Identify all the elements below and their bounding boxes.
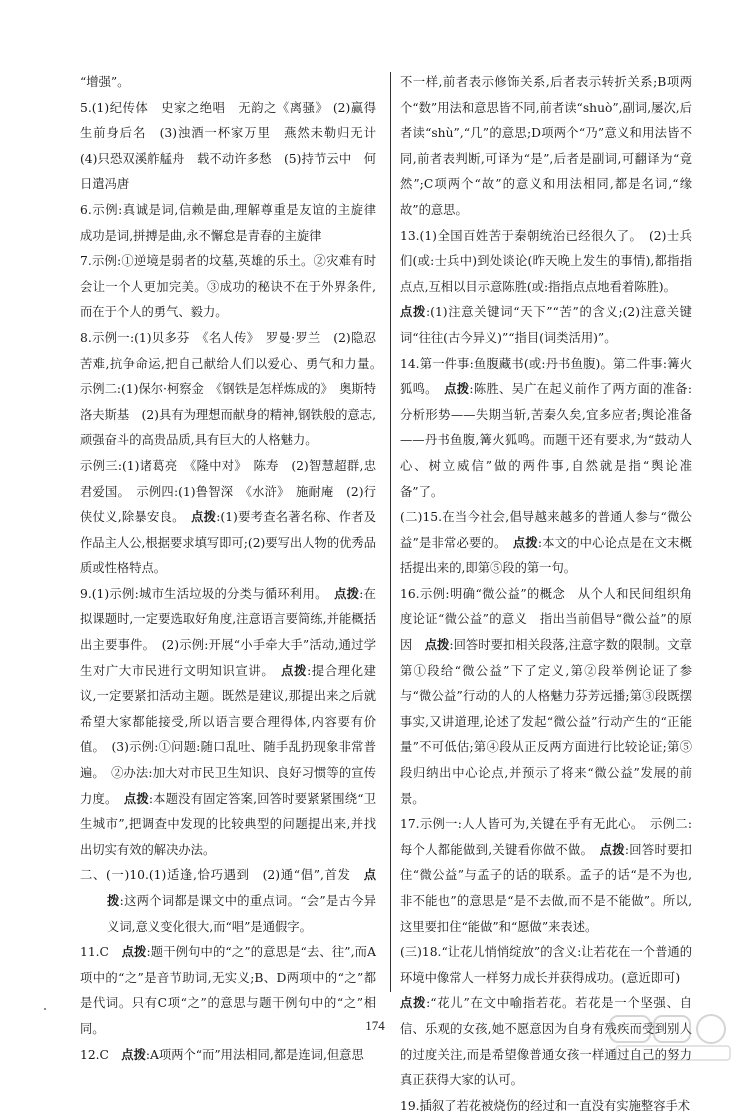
left-paragraph <box>80 863 376 940</box>
keyword-label: 点拨 <box>424 638 450 653</box>
text-run: 示例三:(1)诸葛亮 《隆中对》 陈寿 (2)智慧超群,忠君爱国。 示例四:(1)鲁智深 《水浒》 施耐庵 (2)行侠仗义,除暴安良。 <box>80 458 376 525</box>
keyword-label: 点拨 <box>107 868 376 908</box>
keyword-label: 点拨 <box>121 1047 146 1062</box>
keyword-label: 点拨 <box>281 663 308 678</box>
keyword-label: 点拨 <box>444 382 470 397</box>
left-paragraph <box>80 198 389 249</box>
text-run: :回答时要扣相关段落,注意字数的限制。文章第①段给“微公益”下了定义,第②段举例论证了参与“微公益”行动的人的人格魅力芬芳远播;第③段既摆事实,又讲道理,论述了发起“微公益”行动产生的“正能量”不可低估;第④段从正反两方面进行比较论证;第⑤段归纳出中心论点,并预示了将来“微公益”发展的前景。 <box>400 638 692 806</box>
keyword-label: 点拨 <box>191 510 217 525</box>
right-paragraph <box>400 70 692 224</box>
keyword-label: 点拨 <box>123 791 149 806</box>
text-run: “增强”。 <box>80 75 130 89</box>
keyword-label: 点拨 <box>400 996 427 1011</box>
text-run: 11.C <box>80 945 122 960</box>
text-run: :题干例句中的“之”的意思是“去、往”,而A项中的“之”是音节助词,无实义;B、D两项中的“之”都是代词。只有C项“之”的意思与题干例句中的“之”相同。 <box>80 945 376 1036</box>
text-run: :“花儿”在文中喻指若花。若花是一个坚强、自信、乐观的女孩,她不愿意因为自身有残疾而受到别人的过度关注,而是希望像普通女孩一样通过自己的努力真正获得大家的认可。 <box>400 996 692 1088</box>
text-run: 13.(1)全国百姓苦于秦朝统治已经很久了。 (2)士兵们(或:士兵中)到处谈论(昨天晚上发生的事情),都指指点点,互相以目示意陈胜(或:指指点点地看着陈胜)。 <box>400 228 692 294</box>
text-run: 9.(1)示例:城市生活垃圾的分类与循环利用。 <box>80 586 335 601</box>
text-run: :本文的中心论点是在文末概括提出来的,即第⑤段的第一句。 <box>400 535 692 576</box>
text-run: (三)18.“让花儿悄悄绽放”的含义:让若花在一个普通的环境中像常人一样努力成长并获得成功。(意近即可) <box>400 945 692 985</box>
left-paragraph <box>80 249 376 326</box>
right-paragraph <box>400 505 692 582</box>
right-column <box>400 70 692 1119</box>
right-paragraph <box>400 224 692 301</box>
left-paragraph <box>80 454 376 582</box>
text-run: :(1)注意关键词“天下”“苦”的含义;(2)注意关键词“往往(古今异义)”“指目(词类活用)”。 <box>400 305 692 345</box>
text-run: 16.示例:明确“微公益”的概念 从个人和民间组织角度论证“微公益”的意义 指出当前倡导“微公益”的原因 <box>400 586 692 653</box>
right-paragraph <box>400 812 692 940</box>
right-paragraph <box>400 300 692 351</box>
text-run: :A项两个“而”用法相同,都是连词,但意思 <box>145 1047 364 1062</box>
text-run: 5.(1)纪传体 史家之绝唱 无韵之《离骚》 (2)赢得生前身后名 (3)浊酒一杯家万里 燕然未勒归无计 (4)只恐双溪舴艋舟 载不动许多愁 (5)持节云中 何日遣冯唐 <box>80 100 389 192</box>
text-run: :这两个词都是课文中的重点词。“会”是古今异义词,意义变化很大,而“唱”是通假字。 <box>107 894 376 934</box>
text-run: :回答时要扣住“微公益”与孟子的话的联系。孟子的话“是不为也,非不能也”的意思是“是不去做,而不是不能做”。所以,这里要扣住“能做”和“愿做”来表述。 <box>400 842 692 934</box>
column-divider <box>390 72 391 992</box>
text-run: :(1)要考查名著名称、作者及作品主人公,根据要求填写即可;(2)要写出人物的优秀品质或性格特点。 <box>80 510 377 576</box>
text-run: 8.示例一:(1)贝多芬 《名人传》 罗曼·罗兰 (2)隐忍苦难,抗争命运,把自己献给人们以爱心、勇气和力量。 示例二:(1)保尔·柯察金 《钢铁是怎样炼成的》 奥斯特洛夫斯基 (2)具有为理想而献身的精神,钢铁般的意志,顽强奋斗的高贵品质,具有巨大的人格魅力。 <box>80 330 389 448</box>
text-run: :本题没有固定答案,回答时要紧紧围绕“卫生城市”,把调查中发现的比较典型的问题提出来,并找出切实有效的解决办法。 <box>80 791 376 857</box>
left-paragraph <box>80 1043 376 1069</box>
text-run: 不一样,前者表示修饰关系,后者表示转折关系;B项两个“数”用法和意思皆不同,前者读“shuò”,副词,屡次,后者读“shù”,“几”的意思;D项两个“乃”意义和用法皆不同,前者表判断,可译为“是”,后者是副词,可翻译为“竟然”;C项两个“故”的意义和用法相同,都是名词,“缘故”的意思。 <box>400 75 692 217</box>
text-run: (二)15.在当今社会,倡导越来越多的普通人参与“微公益”是非常必要的。 <box>400 510 692 550</box>
text-run: 17.示例一:人人皆可为,关键在乎有无此心。 示例二:每个人都能做到,关键看你做不做。 <box>400 817 692 857</box>
text-run: 12.C <box>80 1047 122 1062</box>
text-run: :提合理化建议,一定要紧扣活动主题。既然是建议,那提出来之后就希望大家都能接受,所以语言要合理得体,内容要有价值。 (3)示例:①问题:随口乱吐、随手乱扔现象非常普遍。 ②办法:加大对市民卫生知识、良好习惯等的宣传力度。 <box>80 663 376 806</box>
page-number: 174 <box>365 1018 385 1033</box>
text-run: 6.示例:真诚是词,信赖是曲,理解尊重是友谊的主旋律 成功是词,拼搏是曲,永不懈怠是青春的主旋律 <box>80 202 389 243</box>
right-paragraph <box>400 352 692 506</box>
right-paragraph <box>400 582 692 812</box>
right-paragraph <box>400 1094 692 1119</box>
left-paragraph <box>80 70 376 96</box>
keyword-label: 点拨 <box>512 535 538 550</box>
scan-speck <box>44 1008 46 1010</box>
text-run: :陈胜、吴广在起义前作了两方面的准备:分析形势——失期当斩,苦秦久矣,宜多应者;舆论准备——丹书鱼腹,篝火狐鸣。而题干还有要求,为“鼓动人心、树立威信”做的两件事,自然就是指“舆论准备”了。 <box>400 382 692 499</box>
left-paragraph <box>80 96 389 198</box>
text-run: 19.插叙了若花被烧伤的经过和一直没有实施整容手术 <box>400 1098 691 1113</box>
text-run: 二、(一)10.(1)适逢,恰巧遇到 (2)通“倡”,首发 <box>80 868 364 883</box>
text-run: 7.示例:①逆境是弱者的坟墓,英雄的乐土。②灾难有时会让一个人更加完美。③成功的秘诀不在于外界条件,而在于个人的勇气、毅力。 <box>80 254 376 320</box>
left-paragraph <box>80 582 376 864</box>
keyword-label: 点拨 <box>121 945 147 960</box>
text-run: :在拟课题时,一定要选取好角度,注意语言要简练,并能概括出主要事件。 (2)示例:开展“小手牵大手”活动,通过学生对广大市民进行文明知识宣讲。 <box>80 586 376 678</box>
text-run: 14.第一件事:鱼腹藏书(或:丹书鱼腹)。第二件事:篝火狐鸣。 <box>400 356 692 397</box>
keyword-label: 点拨 <box>599 842 625 857</box>
keyword-label: 点拨 <box>334 586 360 601</box>
right-paragraph <box>400 940 692 991</box>
watermark-logo <box>606 1012 736 1064</box>
left-paragraph <box>80 326 389 454</box>
left-column <box>80 70 389 1068</box>
keyword-label: 点拨 <box>400 305 426 320</box>
